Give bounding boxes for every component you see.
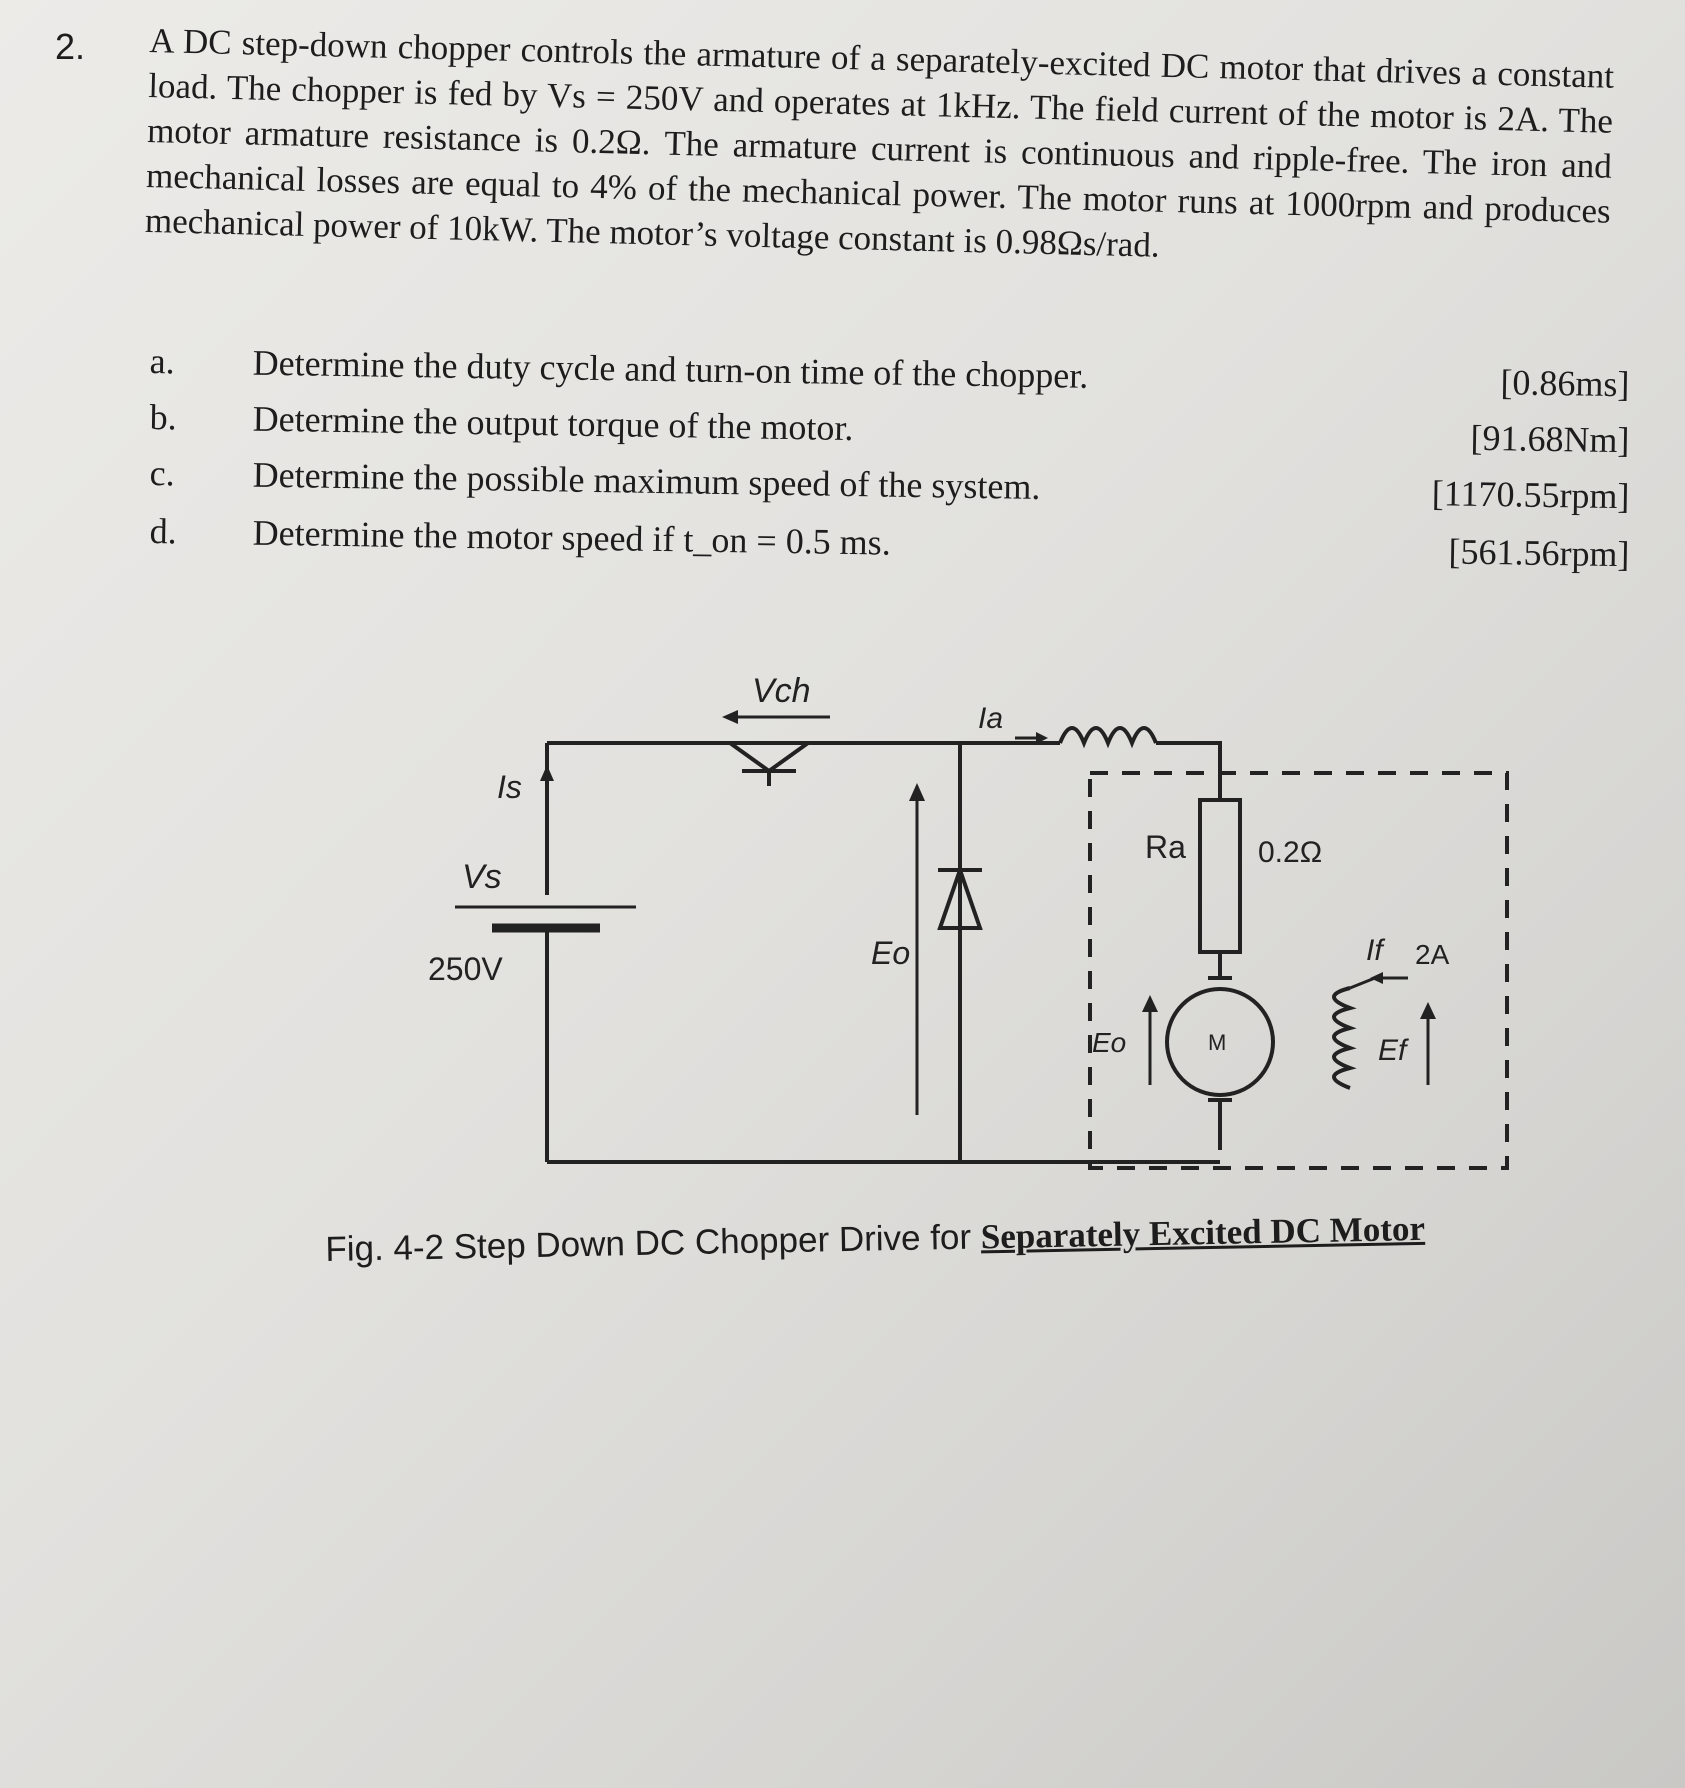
armature-resistor	[1200, 800, 1240, 952]
part-letter: a.	[149, 340, 175, 382]
supply-voltage-label: 250V	[428, 951, 503, 987]
ia-label: Ia	[978, 702, 1004, 735]
field-winding	[1334, 988, 1350, 1088]
eo-label: Eo	[871, 935, 911, 971]
question-number: 2.	[55, 26, 86, 67]
ef-arrowhead	[1420, 1002, 1436, 1019]
eo-arrowhead	[909, 783, 925, 801]
is-arrowhead	[540, 765, 554, 781]
part-answer: [91.68Nm]	[1470, 417, 1630, 461]
armature-inductor	[1060, 728, 1156, 743]
problem-text: A DC step-down chopper controls the armature of a separately-excited DC motor that drives a constant load. The chopper is fed by Vs = 250V and operates at 1kHz. The field current of the motor is 2A. The motor armature resistance is 0.2Ω. The armature current is continuous and ripple-free. The iron and mechanical losses are equal to 4% of the mechanical power. The motor runs at 1000rpm and produces mechanical power of 10kW. The motor’s voltage constant is 0.98Ωs/rad.	[144, 20, 1615, 265]
eo-motor-label: Eo	[1092, 1027, 1127, 1058]
part-text: Determine the output torque of the motor.	[252, 398, 854, 449]
part-answer: [0.86ms]	[1500, 362, 1630, 405]
part-text: Determine the motor speed if t_on = 0.5 ms.	[252, 512, 892, 563]
ra-value-label: 0.2Ω	[1258, 836, 1323, 869]
field-connector	[1350, 978, 1375, 988]
part-text: Determine the duty cycle and turn-on time of the chopper.	[252, 342, 1089, 396]
caption-prefix: Fig. 4-2 Step Down DC Chopper Drive for	[325, 1217, 982, 1269]
if-arrowhead	[1370, 972, 1383, 984]
chopper-switch	[730, 743, 808, 786]
part-answer: [1170.55rpm]	[1431, 473, 1630, 517]
motor-label: M	[1208, 1030, 1227, 1055]
field-current-label: 2A	[1415, 939, 1450, 970]
if-label: If	[1366, 934, 1383, 967]
part-letter: b.	[149, 396, 177, 438]
caption-emphasis: Separately Excited DC Motor	[980, 1208, 1426, 1257]
part-letter: d.	[149, 510, 177, 552]
vch-arrowhead	[722, 710, 738, 724]
is-label: Is	[497, 769, 522, 805]
eo-motor-arrowhead	[1142, 995, 1158, 1012]
part-text: Determine the possible maximum speed of the system.	[252, 454, 1041, 507]
ef-label: Ef	[1378, 1034, 1407, 1067]
vs-label: Vs	[462, 858, 502, 896]
part-letter: c.	[149, 452, 175, 494]
vch-label: Vch	[752, 672, 811, 710]
part-answer: [561.56rpm]	[1448, 531, 1630, 575]
ra-label: Ra	[1145, 829, 1186, 865]
